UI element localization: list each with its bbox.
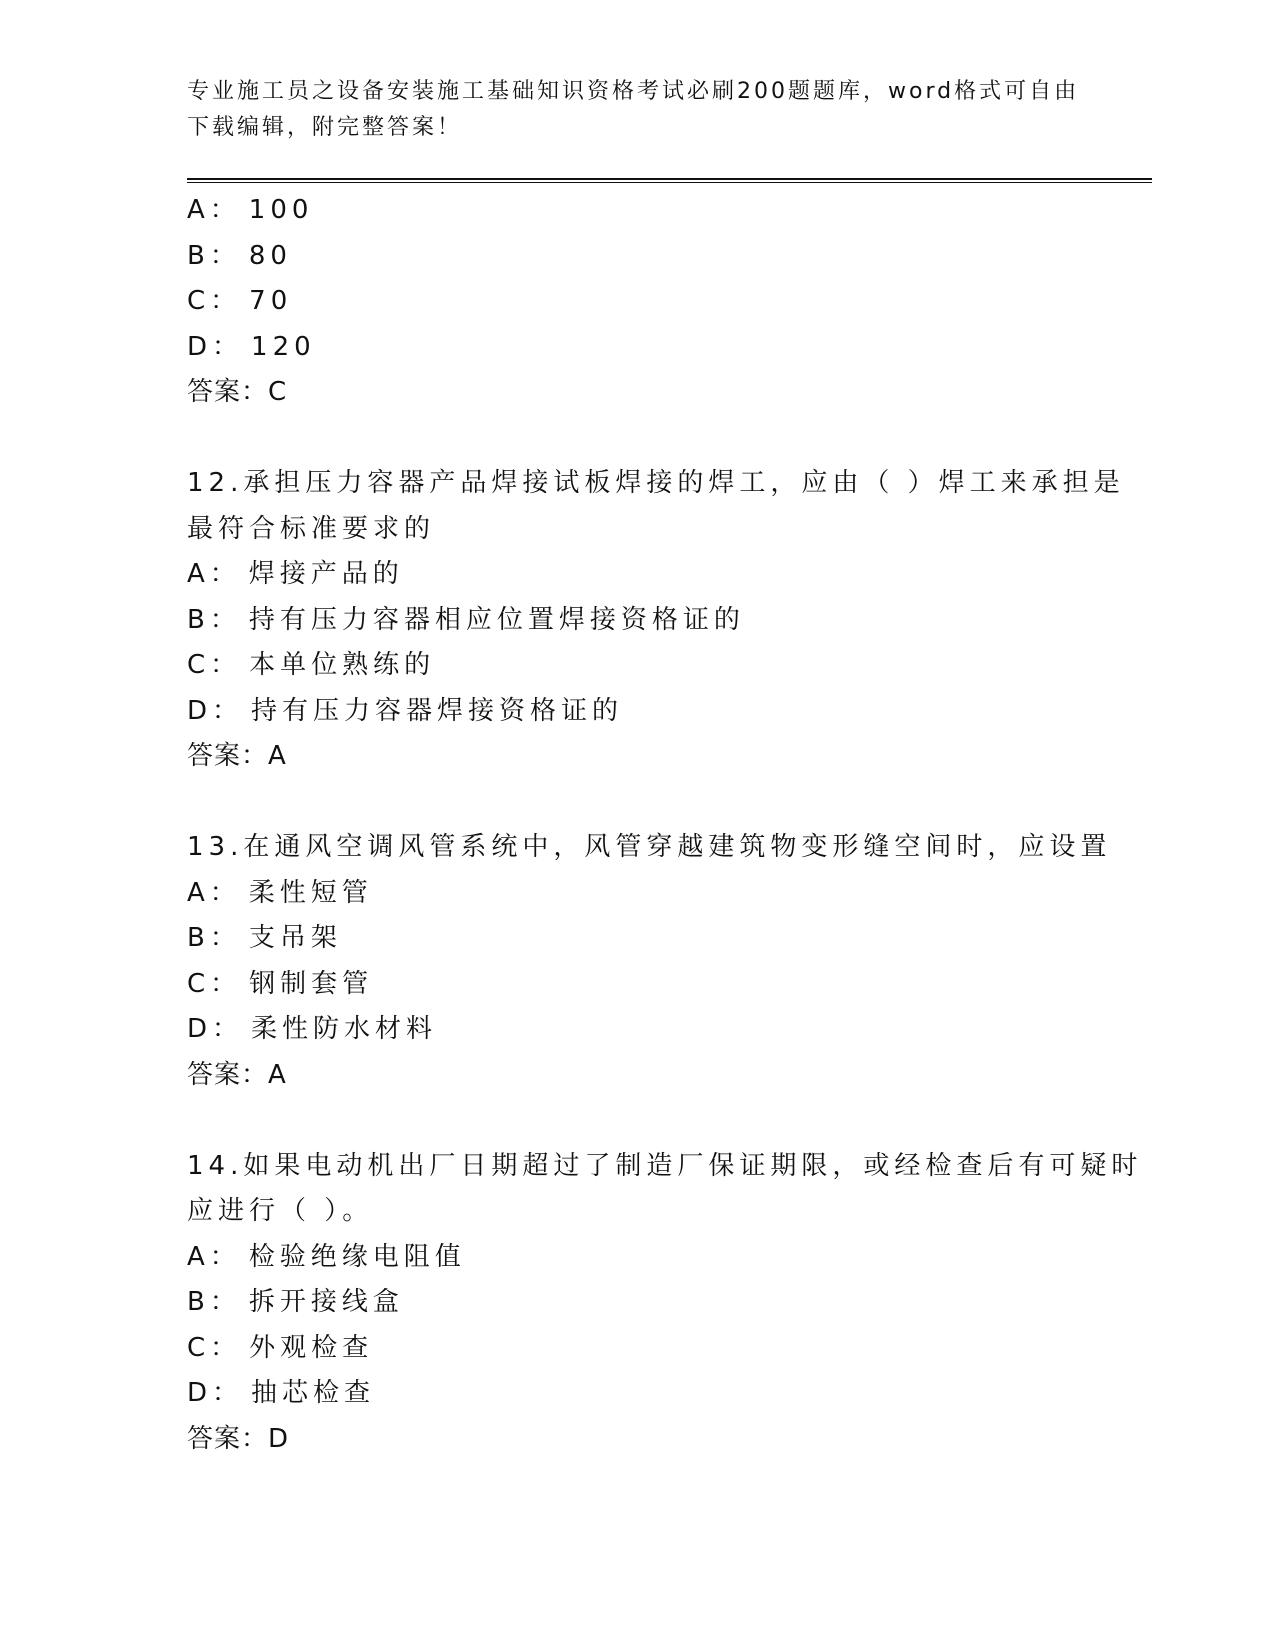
document-header xyxy=(187,74,1087,146)
answer-line: 答案：A xyxy=(187,1059,287,1090)
option-letter: A： xyxy=(187,1241,241,1272)
option-text: 持有压力容器焊接资格证的 xyxy=(251,695,624,726)
option-d xyxy=(187,689,1087,735)
question-stem: 14.如果电动机出厂日期超过了制造厂保证期限，或经检查后有可疑时 xyxy=(187,1150,1143,1181)
option-d xyxy=(187,1371,1087,1417)
question-11 xyxy=(187,188,1087,416)
option-c xyxy=(187,1326,1087,1372)
option-text: 检验绝缘电阻值 xyxy=(248,1241,466,1272)
option-letter: B： xyxy=(187,923,241,953)
question-14 xyxy=(187,1144,1143,1463)
option-letter: B： xyxy=(187,604,241,635)
spacer xyxy=(187,416,1087,462)
option-text: 焊接产品的 xyxy=(248,559,404,589)
option-letter: C： xyxy=(187,968,242,999)
question-stem-continued: 应进行（ ）。 xyxy=(187,1196,374,1226)
option-a xyxy=(187,188,1087,234)
option-c xyxy=(187,962,1087,1008)
header-line-1: 专业施工员之设备安装施工基础知识资格考试必刷200题题库，word格式可自由 xyxy=(187,79,1080,104)
option-text: 120 xyxy=(251,331,316,362)
option-a xyxy=(187,871,1087,917)
question-stem: 13.在通风空调风管系统中，风管穿越建筑物变形缝空间时，应设置 xyxy=(187,832,1112,862)
option-text: 钢制套管 xyxy=(249,968,374,999)
option-d xyxy=(187,325,1087,371)
answer-line: 答案：A xyxy=(187,741,287,771)
question-stem-continued: 最符合标准要求的 xyxy=(187,513,436,544)
option-letter: A： xyxy=(187,877,241,908)
option-letter: C： xyxy=(187,1332,242,1363)
option-letter: D： xyxy=(187,1014,244,1044)
option-letter: C： xyxy=(187,650,242,680)
answer-line: 答案：C xyxy=(187,377,288,407)
option-text: 本单位熟练的 xyxy=(249,650,436,680)
question-list xyxy=(187,188,1143,1462)
option-c xyxy=(187,643,1087,689)
option-text: 柔性防水材料 xyxy=(251,1014,438,1044)
option-a xyxy=(187,552,1087,598)
option-b xyxy=(187,598,1087,644)
option-letter: C： xyxy=(187,286,242,316)
option-text: 80 xyxy=(248,240,292,271)
option-c xyxy=(187,279,1087,325)
option-letter: D： xyxy=(187,331,244,362)
option-letter: A： xyxy=(187,559,241,589)
spacer xyxy=(187,780,1087,826)
option-text: 100 xyxy=(248,195,314,225)
option-d xyxy=(187,1007,1087,1053)
question-12 xyxy=(187,461,1125,780)
option-letter: A： xyxy=(187,195,241,225)
option-letter: B： xyxy=(187,240,241,271)
option-a xyxy=(187,1235,1087,1281)
option-text: 70 xyxy=(249,286,293,316)
question-13 xyxy=(187,825,1112,1098)
answer-line: 答案：D xyxy=(187,1423,290,1454)
option-text: 柔性短管 xyxy=(248,877,373,908)
header-divider xyxy=(187,178,1152,183)
option-text: 外观检查 xyxy=(249,1332,374,1363)
option-letter: D： xyxy=(187,695,244,726)
option-b xyxy=(187,234,1087,280)
option-b xyxy=(187,916,1087,962)
option-letter: D： xyxy=(187,1378,244,1408)
option-text: 持有压力容器相应位置焊接资格证的 xyxy=(248,604,745,635)
spacer xyxy=(187,1098,1087,1144)
option-letter: B： xyxy=(187,1287,241,1317)
option-text: 抽芯检查 xyxy=(251,1378,376,1408)
option-text: 支吊架 xyxy=(248,923,342,953)
option-text: 拆开接线盒 xyxy=(248,1287,404,1317)
header-line-2: 下载编辑，附完整答案！ xyxy=(187,115,463,140)
option-b xyxy=(187,1280,1087,1326)
question-stem: 12.承担压力容器产品焊接试板焊接的焊工，应由（ ）焊工来承担是 xyxy=(187,468,1125,498)
